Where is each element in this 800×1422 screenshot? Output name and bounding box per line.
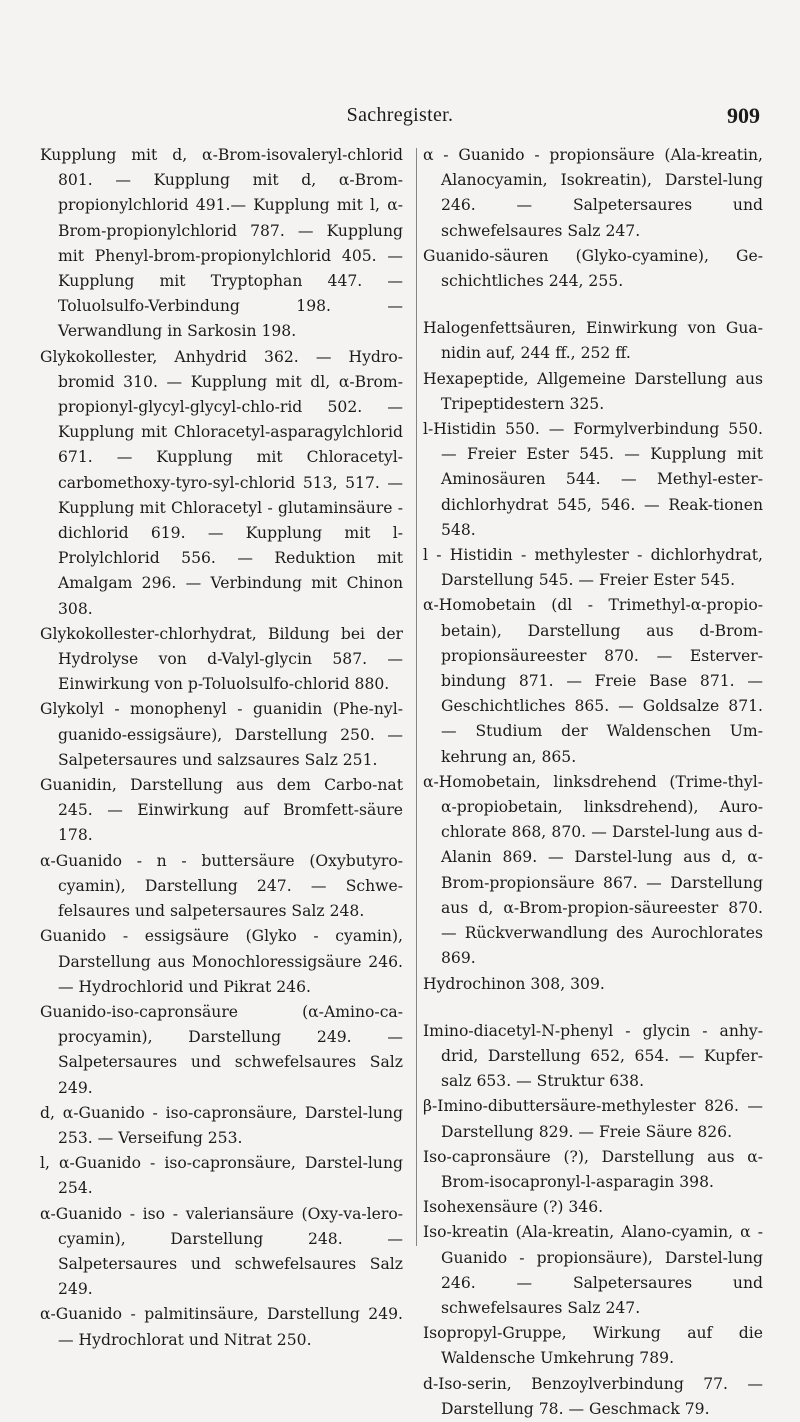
index-entry: Glykolyl - monophenyl - guanidin (Phe-nyl-guanido-essigsäure), Darstellung 250. — Salpetersaures und salzsaures Salz 251. (40, 700, 403, 769)
index-entry: Imino-diacetyl-N-phenyl - glycin - anhy-drid, Darstellung 652, 654. — Kupfer-salz 653. — Struktur 638. (423, 1021, 763, 1091)
index-entry: Guanido-säuren (Glyko-cyamine), Ge-schichtliches 244, 255. (423, 246, 763, 291)
index-entry: d, α-Guanido - iso-capronsäure, Darstel-lung 253. — Verseifung 253. (40, 1103, 403, 1147)
index-entry: l-Histidin 550. — Formylverbindung 550. — Freier Ester 545. — Kupplung mit Aminosäuren 544. — Methyl-ester-dichlorhydrat 545, 546. — Reak-tionen 548. (423, 420, 763, 539)
index-entry: Isopropyl-Gruppe, Wirkung auf die Waldensche Umkehrung 789. (423, 1324, 763, 1368)
index-entry: Iso-capronsäure (?), Darstellung aus α-Brom-isocapronyl-l-asparagin 398. (423, 1147, 763, 1191)
index-entry: l, α-Guanido - iso-capronsäure, Darstel-lung 254. (40, 1154, 403, 1198)
index-column-right (423, 143, 763, 1422)
page-header-title: Sachregister. (346, 104, 454, 126)
index-entry: Glykokollester, Anhydrid 362. — Hydro-bromid 310. — Kupplung mit dl, α-Brom-propionyl-glycyl-glycyl-chlo-rid 502. — Kupplung mit Chloracetyl-asparagylchlorid 671. — Kupplung mit Chloracetyl-carbomethoxy-tyro-syl-chlorid 513, 517. — Kupplung mit Chloracetyl - glutaminsäure - dichlorid 619. — Kupplung mit l-Prolylchlorid 556. — Reduktion mit Amalgam 296. — Verbindung mit Chinon 308. (40, 347, 403, 618)
index-entry: d-Iso-serin, Benzoylverbindung 77. — Darstellung 78. — Geschmack 79. (423, 1374, 763, 1418)
index-column-left (40, 143, 403, 1353)
index-entry: α-Homobetain, linksdrehend (Trime-thyl-α-propiobetain, linksdrehend), Auro-chlorate 868, 870. — Darstel-lung aus d-Alanin 869. — Darstel-lung aus d, α-Brom-propionsäure 867. — Darstellung aus d, α-Brom-propion-säureester 870. — Rückverwandlung des Aurochlorates 869. (423, 772, 763, 968)
index-entry: Kupplung mit d, α-Brom-isovaleryl-chlorid 801. — Kupplung mit d, α-Brom-propionylchlorid 491.— Kupplung mit l, α-Brom-propionylchlorid 787. — Kupplung mit Phenyl-brom-propionylchlorid 405. — Kupplung mit Tryptophan 447. — Toluolsulfo-Verbindung 198. — Verwandlung in Sarkosin 198. (40, 146, 403, 341)
index-entry: α-Guanido - iso - valeriansäure (Oxy-va-lero-cyamin), Darstellung 248. — Salpetersaures und schwefelsaures Salz 249. (40, 1204, 403, 1299)
index-entry: α - Guanido - propionsäure (Ala-kreatin, Alanocyamin, Isokreatin), Darstel-lung 246. — Salpetersaures und schwefelsaures Salz 247. (423, 146, 763, 240)
index-entry: β-Imino-dibuttersäure-methylester 826. — Darstellung 829. — Freie Säure 826. (423, 1097, 763, 1141)
column-divider (416, 148, 417, 1246)
index-entry: Hexapeptide, Allgemeine Darstellung aus Tripeptidestern 325. (423, 369, 763, 413)
page-number: 909 (727, 103, 760, 128)
index-entry: Halogenfettsäuren, Einwirkung von Gua-nidin auf, 244 ff., 252 ff. (423, 319, 763, 363)
index-entry: Guanidin, Darstellung aus dem Carbo-nat 245. — Einwirkung auf Bromfett-säure 178. (40, 776, 403, 845)
index-entry: Iso-kreatin (Ala-kreatin, Alano-cyamin, α - Guanido - propionsäure), Darstel-lung 246. — Salpetersaures und schwefelsaures Salz 247. (423, 1223, 763, 1317)
index-entry: Guanido-iso-capronsäure (α-Amino-ca-procyamin), Darstellung 249. — Salpetersaures und schwefelsaures Salz 249. (40, 1002, 403, 1097)
index-entry: α-Guanido - palmitinsäure, Darstellung 249. — Hydrochlorat und Nitrat 250. (40, 1305, 403, 1349)
index-entry: α-Homobetain (dl - Trimethyl-α-propio-betain), Darstellung aus d-Brom-propionsäureester 870. — Esterver-bindung 871. — Freie Base 871. — Geschichtliches 865. — Goldsalze 871. — Studium der Waldenschen Um-kehrung an, 865. (423, 596, 763, 766)
index-entry: Guanido - essigsäure (Glyko - cyamin), Darstellung aus Monochloressigsäure 246. — Hydrochlorid und Pikrat 246. (40, 927, 403, 996)
index-entry: α-Guanido - n - buttersäure (Oxybutyro-cyamin), Darstellung 247. — Schwe-felsaures und salpetersaures Salz 248. (40, 851, 403, 921)
index-entry: Glykokollester-chlorhydrat, Bildung bei der Hydrolyse von d-Valyl-glycin 587. — Einwirkung von p-Toluolsulfo-chlorid 880. (40, 624, 403, 694)
index-entry: Hydrochinon 308, 309. (423, 974, 605, 993)
index-entry: Isohexensäure (?) 346. (423, 1198, 604, 1217)
index-entry: l - Histidin - methylester - dichlorhydrat, Darstellung 545. — Freier Ester 545. (423, 546, 763, 590)
